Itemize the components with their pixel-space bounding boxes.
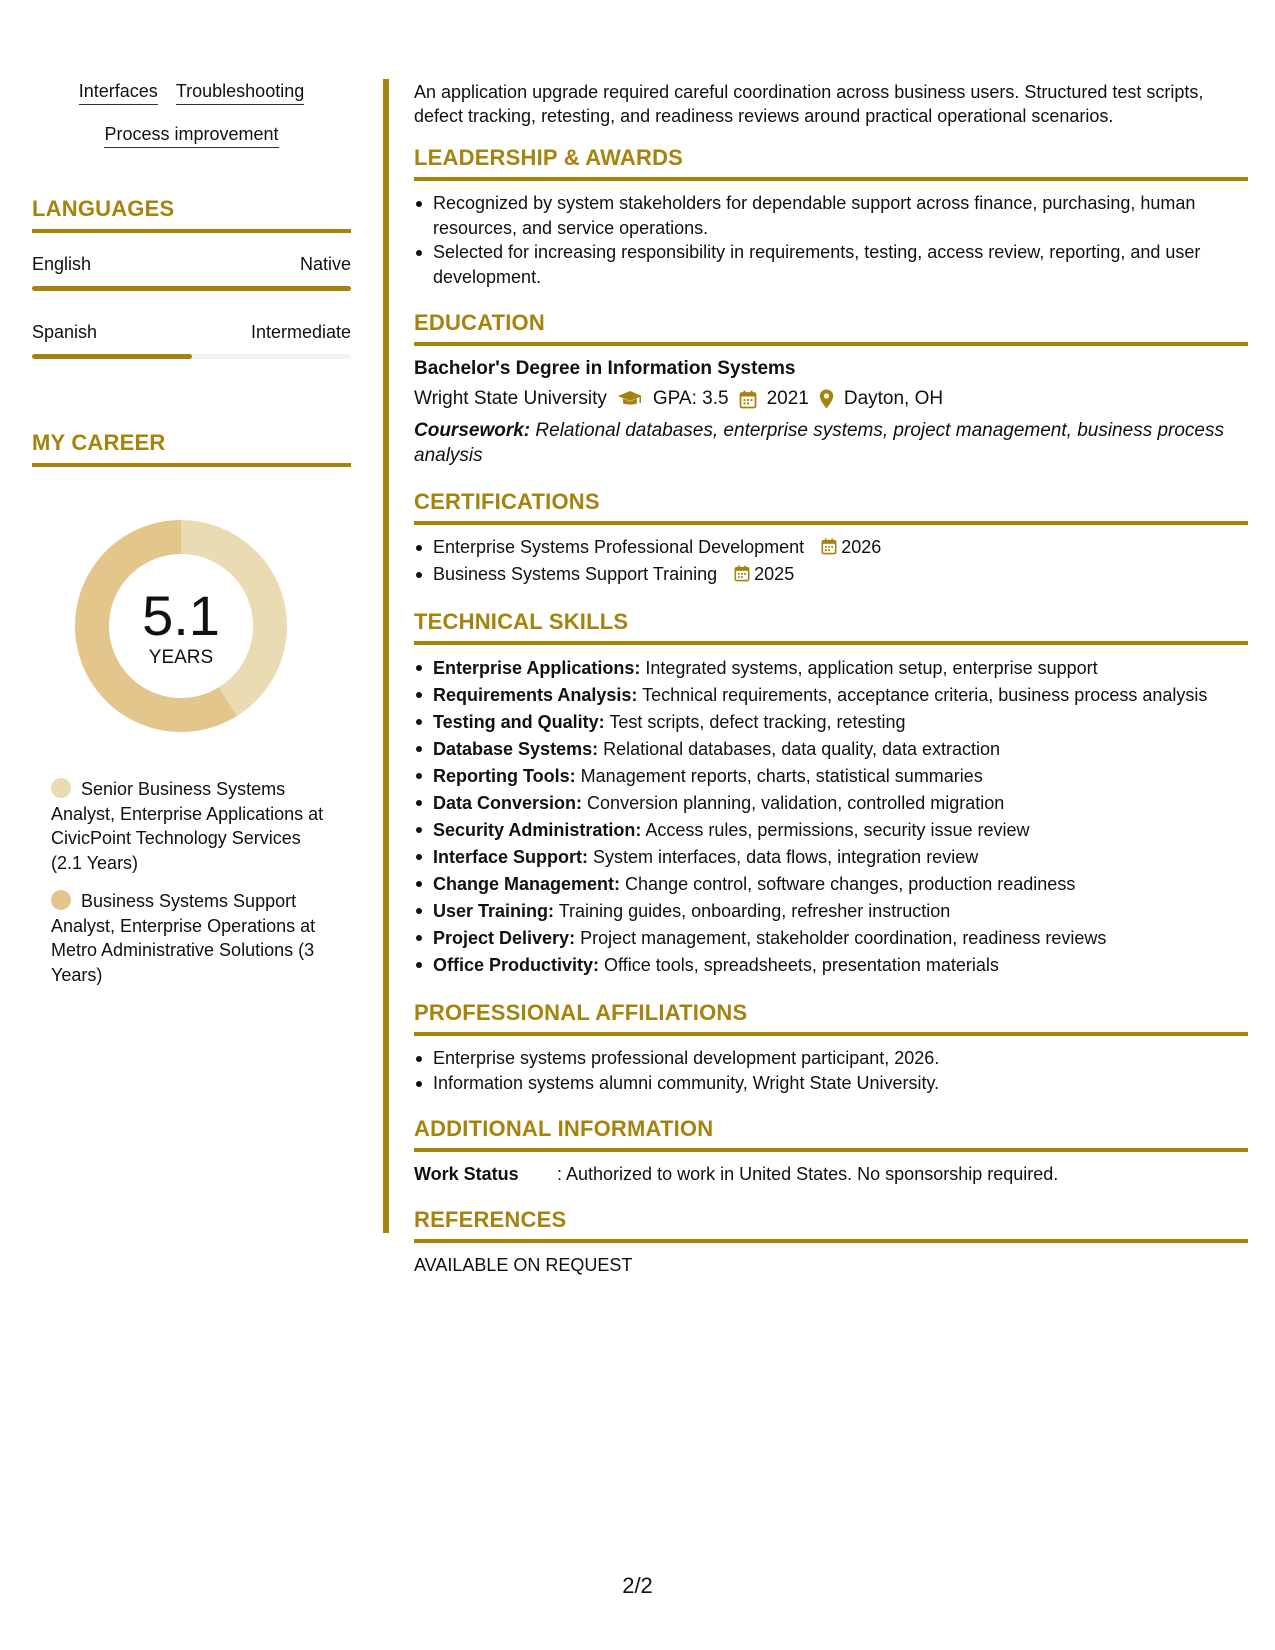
language-item bbox=[32, 321, 351, 359]
career-section bbox=[32, 429, 351, 987]
languages-heading: LANGUAGES bbox=[32, 196, 175, 221]
skill-item bbox=[414, 844, 1248, 871]
career-rule bbox=[32, 463, 351, 467]
skill-label: Security Administration: bbox=[433, 820, 642, 840]
affiliation-item: Information systems alumni community, Wright State University. bbox=[414, 1071, 1248, 1096]
calendar-icon bbox=[734, 564, 750, 589]
skill-item bbox=[414, 952, 1248, 979]
career-role-text: Senior Business Systems Analyst, Enterprise Applications at CivicPoint Technology Services (2.1 Years) bbox=[51, 779, 324, 873]
skill-text: Access rules, permissions, security issue review bbox=[645, 820, 1030, 840]
skill-item bbox=[414, 898, 1248, 925]
languages-rule bbox=[32, 229, 351, 233]
affiliation-item: Enterprise systems professional development participant, 2026. bbox=[414, 1046, 1248, 1071]
career-role-text: Business Systems Support Analyst, Enterprise Operations at Metro Administrative Solutions (3 Years) bbox=[51, 891, 316, 985]
skill-item bbox=[414, 709, 1248, 736]
career-total-years: 5.1 bbox=[142, 584, 220, 647]
career-roles-list bbox=[51, 777, 326, 987]
education-rule bbox=[414, 342, 1248, 346]
skill-label: Interface Support: bbox=[433, 847, 589, 867]
affiliations-list bbox=[414, 1046, 1248, 1095]
skill-item bbox=[414, 790, 1248, 817]
education-location: Dayton, OH bbox=[843, 388, 944, 409]
skill-item bbox=[414, 682, 1248, 709]
skill-item bbox=[414, 817, 1248, 844]
skill-text: Integrated systems, application setup, enterprise support bbox=[645, 658, 1098, 678]
additional-info-heading: ADDITIONAL INFORMATION bbox=[414, 1116, 714, 1141]
education-gpa: GPA: 3.5 bbox=[652, 388, 729, 409]
career-role-dot bbox=[51, 778, 71, 798]
skill-label: Database Systems: bbox=[433, 739, 599, 759]
language-item bbox=[32, 253, 351, 291]
skill-item bbox=[414, 736, 1248, 763]
skill-tags-row-2 bbox=[32, 123, 351, 148]
language-proficiency-bar bbox=[32, 286, 351, 291]
coursework-label: Coursework: bbox=[414, 420, 531, 441]
intro-paragraph: An application upgrade required careful coordination across business users. Structured test scripts, defect tracking, retesting, and readiness reviews around practical operational scenarios. bbox=[414, 82, 1204, 126]
certifications-rule bbox=[414, 521, 1248, 525]
technical-skills-section bbox=[414, 608, 1248, 979]
affiliations-heading: PROFESSIONAL AFFILIATIONS bbox=[414, 1000, 748, 1025]
skill-tag: Troubleshooting bbox=[176, 80, 304, 105]
certifications-heading: CERTIFICATIONS bbox=[414, 489, 600, 514]
certifications-list bbox=[414, 535, 1248, 588]
leadership-section bbox=[414, 144, 1248, 289]
education-coursework bbox=[414, 418, 1248, 468]
skill-label: User Training: bbox=[433, 901, 555, 921]
language-name: Spanish bbox=[32, 322, 98, 342]
references-text: AVAILABLE ON REQUEST bbox=[414, 1255, 633, 1275]
certification-name: Enterprise Systems Professional Development bbox=[433, 537, 805, 557]
skill-item bbox=[414, 925, 1248, 952]
work-status-label: Work Status bbox=[414, 1164, 519, 1184]
page-number: 2/2 bbox=[622, 1573, 653, 1598]
leadership-item: Selected for increasing responsibility in requirements, testing, access review, reporting, and user development. bbox=[414, 240, 1248, 289]
skill-tag: Interfaces bbox=[79, 80, 158, 105]
work-status-value: : Authorized to work in United States. No sponsorship required. bbox=[557, 1164, 1059, 1184]
location-pin-icon bbox=[819, 389, 834, 409]
leadership-item: Recognized by system stakeholders for dependable support across finance, purchasing, human resources, and service operations. bbox=[414, 191, 1248, 240]
career-heading: MY CAREER bbox=[32, 430, 166, 455]
career-role bbox=[51, 777, 326, 875]
language-name: English bbox=[32, 254, 92, 274]
education-heading: EDUCATION bbox=[414, 310, 545, 335]
technical-skills-rule bbox=[414, 641, 1248, 645]
skill-text: Management reports, charts, statistical summaries bbox=[580, 766, 983, 786]
technical-skills-list bbox=[414, 655, 1248, 979]
skill-label: Enterprise Applications: bbox=[433, 658, 641, 678]
skill-text: Change control, software changes, production readiness bbox=[625, 874, 1076, 894]
language-proficiency-bar bbox=[32, 354, 351, 359]
affiliations-rule bbox=[414, 1032, 1248, 1036]
skill-text: System interfaces, data flows, integration review bbox=[593, 847, 979, 867]
skill-text: Conversion planning, validation, controlled migration bbox=[587, 793, 1005, 813]
skill-label: Change Management: bbox=[433, 874, 621, 894]
additional-info-rule bbox=[414, 1148, 1248, 1152]
skill-label: Requirements Analysis: bbox=[433, 685, 638, 705]
certification-year: 2025 bbox=[754, 563, 795, 584]
skill-text: Office tools, spreadsheets, presentation materials bbox=[604, 955, 999, 975]
career-role-dot bbox=[51, 890, 71, 910]
right-column bbox=[414, 80, 1248, 1277]
skill-tags-row-1 bbox=[32, 80, 351, 105]
skill-tag: Process improvement bbox=[104, 123, 278, 148]
certifications-section bbox=[414, 488, 1248, 588]
skill-item bbox=[414, 655, 1248, 682]
language-proficiency-fill bbox=[32, 286, 351, 291]
skill-item bbox=[414, 871, 1248, 898]
career-role bbox=[51, 889, 326, 987]
education-year: 2021 bbox=[766, 388, 809, 409]
skill-label: Office Productivity: bbox=[433, 955, 600, 975]
technical-skills-heading: TECHNICAL SKILLS bbox=[414, 609, 629, 634]
leadership-heading: LEADERSHIP & AWARDS bbox=[414, 145, 684, 170]
career-years-label: YEARS bbox=[148, 647, 214, 668]
additional-info-section bbox=[414, 1115, 1248, 1186]
leadership-rule bbox=[414, 177, 1248, 181]
leadership-list bbox=[414, 191, 1248, 289]
language-proficiency-fill bbox=[32, 354, 192, 359]
work-status-row bbox=[414, 1162, 1248, 1186]
skill-text: Training guides, onboarding, refresher instruction bbox=[558, 901, 951, 921]
skill-text: Test scripts, defect tracking, retesting bbox=[609, 712, 906, 732]
career-donut-chart bbox=[66, 511, 296, 741]
education-details bbox=[414, 386, 1248, 412]
calendar-icon bbox=[821, 537, 837, 562]
education-section bbox=[414, 309, 1248, 468]
column-divider bbox=[383, 79, 389, 1233]
skill-text: Relational databases, data quality, data extraction bbox=[603, 739, 1001, 759]
certification-item bbox=[414, 562, 1248, 589]
education-degree: Bachelor's Degree in Information Systems bbox=[414, 358, 796, 379]
skill-label: Reporting Tools: bbox=[433, 766, 576, 786]
skill-label: Project Delivery: bbox=[433, 928, 576, 948]
left-column bbox=[32, 80, 351, 1001]
references-section bbox=[414, 1206, 1248, 1277]
education-school: Wright State University bbox=[414, 388, 607, 409]
skill-label: Data Conversion: bbox=[433, 793, 583, 813]
language-level: Native bbox=[299, 254, 351, 274]
languages-section bbox=[32, 195, 351, 359]
certification-name: Business Systems Support Training bbox=[433, 563, 718, 584]
certification-year: 2026 bbox=[841, 537, 882, 557]
graduation-cap-icon bbox=[617, 390, 643, 408]
coursework-text: Relational databases, enterprise systems, project management, business process analysis bbox=[414, 420, 1224, 466]
affiliations-section bbox=[414, 999, 1248, 1095]
references-rule bbox=[414, 1239, 1248, 1243]
references-heading: REFERENCES bbox=[414, 1207, 567, 1232]
skill-text: Technical requirements, acceptance criteria, business process analysis bbox=[642, 685, 1208, 705]
skill-item bbox=[414, 763, 1248, 790]
skill-text: Project management, stakeholder coordination, readiness reviews bbox=[580, 928, 1107, 948]
language-level: Intermediate bbox=[250, 322, 351, 342]
calendar-icon bbox=[739, 390, 757, 409]
skill-label: Testing and Quality: bbox=[433, 712, 605, 732]
certification-item bbox=[414, 535, 1248, 562]
